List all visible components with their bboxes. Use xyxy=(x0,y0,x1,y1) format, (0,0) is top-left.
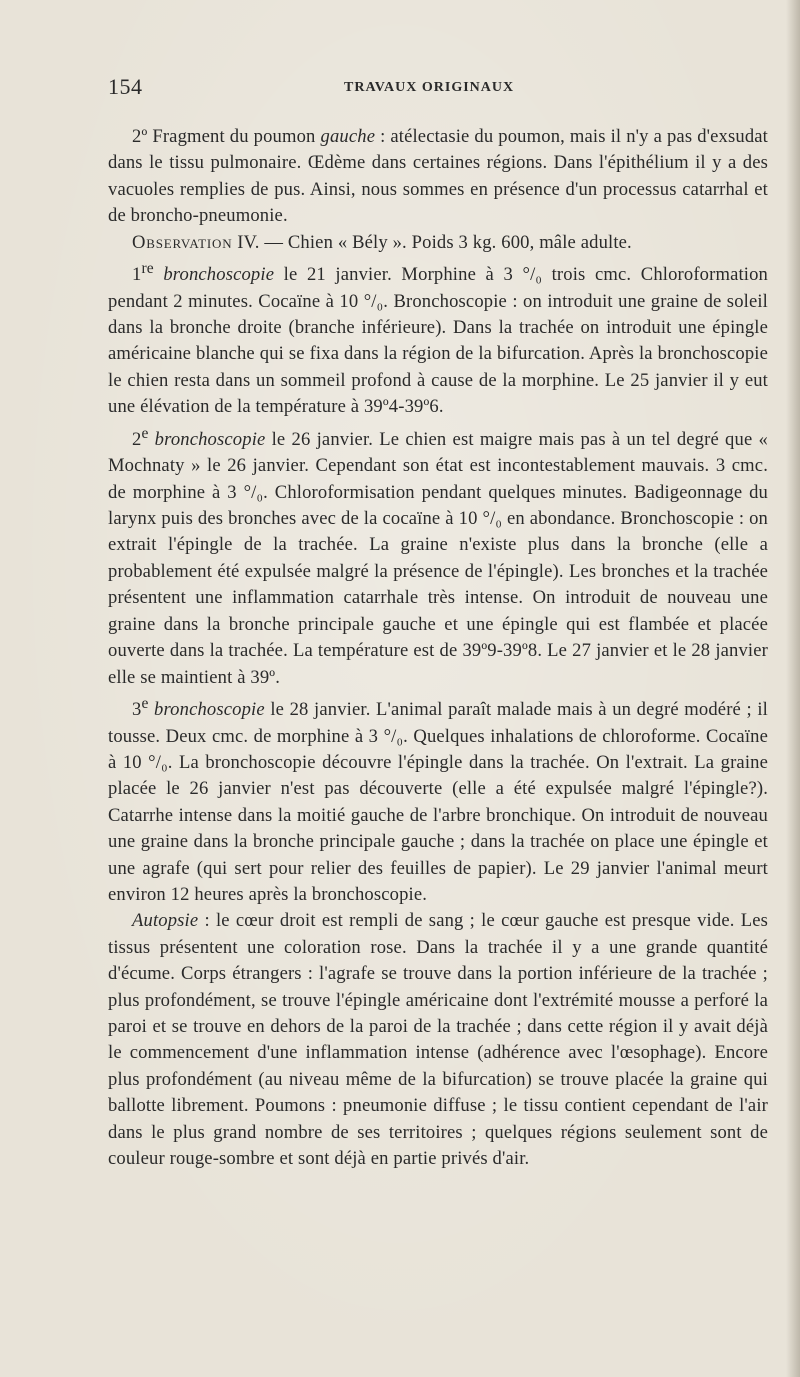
paragraph-text: : atélectasie du poumon, mais il n'y a pas d'exsudat dans le tissu pulmonaire. Œdème dans certaines régions. Dans l'épithélium il y a des vacuoles remplies de pus. Ainsi, nous sommes en présence d'un processus catarrhal et de broncho-pneumonie. xyxy=(108,126,768,227)
paragraph-text: le 26 janvier. Le chien est maigre mais pas à un tel degré que « Mochnaty » le 26 janvier. Cependant son état est incontestablement mauvais. 3 cmc. de morphine à 3 °/₀. Chloroformisation pendant quelques minutes. Badigeonnage du larynx puis des bronches avec de la cocaïne à 10 °/₀ en abondance. Bronchoscopie : on extrait l'épingle de la trachée. La graine n'existe plus dans la bronche (elle a probablement été expulsée malgré la présence de l'épingle). Les bronches et la trachée présentent une inflammation catarrhale très intense. On introduit de nouveau une graine dans la bronche principale gauche et une épingle qui est flambée et placée ouverte dans la trachée. La température est de 39º9-39º8. Le 27 janvier et le 28 janvier elle se maintient à 39º. xyxy=(108,428,768,688)
paragraph-text: : le cœur droit est rempli de sang ; le cœur gauche est presque vide. Les tissus présentent une coloration rose. Dans la trachée il y a une grande quantité d'écume. Corps étrangers : l'agrafe se trouve dans la portion inférieure de la trachée ; plus profondément, se trouve l'épingle américaine dont l'extrémité mousse a perforé la paroi et se trouve en dehors de la paroi de la trachée ; dans cette région il y avait déjà le commencement d'une inflammation intense (adhérence avec l'œsophage). Encore plus profondément (au niveau même de la bifurcation) se trouve placée la graine qui ballotte librement. Poumons : pneumonie diffuse ; le tissu contient cependant de l'air dans le plus grand nombre de ses territoires ; quelques régions seulement sont de couleur rouge-sombre et sont déjà en partie privés d'air. xyxy=(108,910,768,1169)
ordinal-suffix: e xyxy=(141,694,149,712)
paragraph-lead: 2º Fragment du poumon xyxy=(132,126,321,147)
paragraph-text: IV. — Chien « Bély ». Poids 3 kg. 600, mâle adulte. xyxy=(232,231,632,253)
italic-term: Autopsie xyxy=(132,910,199,932)
page-header xyxy=(108,74,768,104)
ordinal-suffix: re xyxy=(141,260,154,278)
italic-term: bronchoscopie xyxy=(148,428,266,450)
paragraph-text: le 21 janvier. Morphine à 3 °/₀ trois cmc. Chloroformation pendant 2 minutes. Cocaïne à 10 °/₀. Bronchoscopie : on introduit une graine de soleil dans la bronche droite (branche inférieure). Dans la trachée on introduit une épingle américaine blanche qui se fixa dans la région de la bifurcation. Après la bronchoscopie le chien resta dans un sommeil profond à cause de la morphine. Le 25 janvier il y eut une élévation de la température à 39º4-39º6. xyxy=(108,264,768,418)
paragraph-first-bronchoscopy xyxy=(108,256,768,421)
italic-term: bronchoscopie xyxy=(153,264,275,286)
ordinal-suffix: e xyxy=(141,424,149,442)
body-text xyxy=(108,124,768,1172)
paragraph-second-bronchoscopy xyxy=(108,421,768,691)
paragraph-third-bronchoscopy xyxy=(108,691,768,908)
paragraph-observation-heading xyxy=(108,230,768,256)
italic-term: gauche xyxy=(320,126,376,147)
paragraph-text: le 28 janvier. L'animal paraît malade mais à un degré modéré ; il tousse. Deux cmc. de morphine à 3 °/₀. Quelques inhalations de chloroforme. Cocaïne à 10 °/₀. La bronchoscopie découvre l'épingle dans la trachée. On l'extrait. La graine placée le 26 janvier n'est pas découverte (elle a été expulsée malgré l'épingle?). Catarrhe intense dans la moitié gauche de l'arbre bronchique. On introduit de nouveau une graine dans la bronche principale gauche ; dans la trachée on place une épingle et une agrafe (qui sert pour relier des feuilles de papier). Le 29 janvier l'animal meurt environ 12 heures après la bronchoscopie. xyxy=(108,699,768,905)
italic-term: bronchoscopie xyxy=(148,699,265,721)
ordinal-number: 3 xyxy=(132,699,142,721)
page-edge-shadow xyxy=(786,0,800,1377)
page-number: 154 xyxy=(108,74,143,99)
ordinal-number: 2 xyxy=(132,428,142,450)
observation-label: Observation xyxy=(132,231,233,253)
ordinal-number: 1 xyxy=(132,264,142,286)
paragraph-autopsy xyxy=(108,908,768,1172)
paragraph-fragment-left-lung xyxy=(108,124,768,230)
running-head: TRAVAUX ORIGINAUX xyxy=(344,80,515,95)
